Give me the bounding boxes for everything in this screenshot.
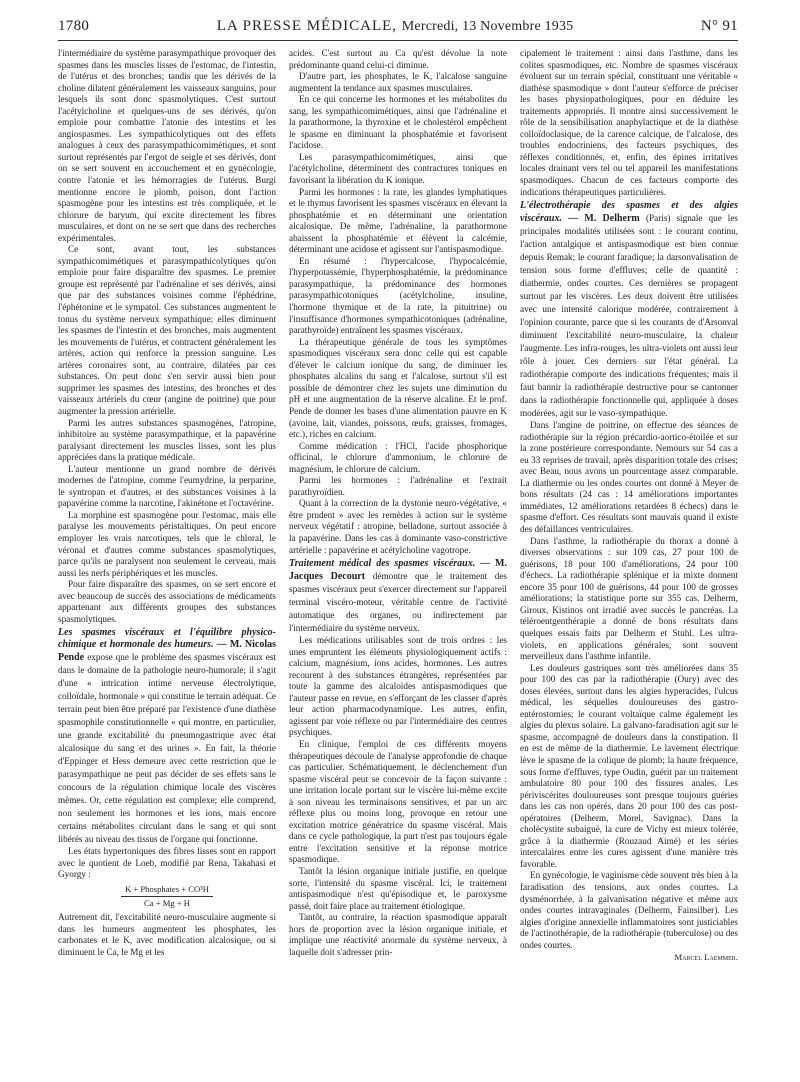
- paragraph: En clinique, l'emploi de ces différents moyens thérapeutiques découle de l'analyse approfondie de chaque cas particulier. Schématiquement, le déclenchement d'un spasme viscéral peut se concevoir de la façon suivante : une irritation locale portant sur le viscère lui-même excite à son niveau les terminaisons sensitives, et par un arc réflexe plus ou moins long, provoque en retour une excitation motrice génératrice du spasme viscéral. Mais dans ce cycle pathologique, la part n'est pas toujours égale entre l'excitation sensitive et la réponse motrice spasmodique.: [289, 738, 507, 865]
- section-heading: [520, 200, 738, 420]
- paragraph: Les douleurs gastriques sont très améliorées dans 35 pour 100 des cas par la radiothérapie (Oury) avec des doses élevées, surtout dans les algies hyperacides, l'ulcus médical, les séquelles douloureuses des gastro-entérostomies; le courant voltaïque calme également les algies du plexus solaire. La galvano-faradisation agit sur le spasme, accompagné de douleurs dans la constipation. Il en est de même de la diathermie. Le lavement électrique lève le spasme de la colique de plomb; la haute fréquence, sous forme d'effluves, type Oudin, guérit par un traitement ambulatoire 80 pour 100 des fissures anales. Les périviscérites douloureuses sont presque toujours guéries dans les cas non opérés, dans 20 pour 100 des cas post-opératoires (Delherm, Morel, Savignac). Dans la cholécystite subaiguë, la cure de Vichy est mieux tolérée, grâce à la diathermie (Rouzaud Aimé) et les séries intercalaires entre les cures agissent d'une manière très favorable.: [520, 662, 738, 869]
- section-title: L'électrothérapie des spasmes et des algies viscéraux.: [520, 200, 738, 225]
- paragraph: Tantôt, au contraire, la réaction spasmodique apparaît hors de proportion avec la lésion organique initiale, et implique une réactivité anormale du système nerveux, à laquelle doit s'adresser prin-: [289, 912, 507, 957]
- loeb-quotient-formula: [58, 884, 276, 909]
- section-author: — M. Delherm: [568, 213, 640, 225]
- paragraph: Dans l'asthme, la radiothérapie du thorax a donné à diverses observations : sur 109 cas, 27 pour 100 de guérisons, 18 pour 100 d'améliorations, 24 pour 100 d'échecs. La radiothérapie splénique et la mixte donnent encore 35 pour 100 de guérisons, 44 pour 100 de grosses améliorations; la statistique porte sur 355 cas. Delherm, Giroux, Kistinos ont irradié avec succès le pancréas. La téléroentgenthérapie a donné de bons résultats dans quelques essais faits par Delherm et Stuhl. Les ultra-violets, en applications générales, sont souvent merveilleux dans l'asthme infantile.: [520, 535, 738, 662]
- section-title: Les spasmes viscéraux et l'équilibre physico-chimique et hormonale des humeurs.: [58, 627, 276, 651]
- paragraph: Parmi les hormones : la rate, les glandes lymphatiques et le thymus favorisent les spasmes viscéraux en élevant la phosphatémie et en déterminant une orientation alcalosique. De même, l'adrénaline, la parathormone abaissent la phosphatémie et élèvent la calcémie, déterminant une acidose et agissent sur l'antispasmodique.: [289, 186, 507, 255]
- author-signature: Marcel Laemmer.: [674, 952, 738, 963]
- paragraph: En gynécologie, le vaginisme cède souvent très bien à la faradisation des tensions, aux ondes courtes. La dysménorrhée, à la galvanisation négative et même aux ondes courtes intravaginales (Delherm, Fainsilber). Les algies d'origine annexielle inflammatoires sont justiciables de l'actinothérapie, de la radiothérapie (tuberculose) ou des ondes courtes.: [520, 870, 738, 950]
- section-author: — M. Nicolas Pende: [58, 639, 276, 664]
- paragraph: En résumé : l'hypercalcose, l'hypocalcémie, l'hyperpotassémie, l'hyperphosphatémie, la prédominance parasympathique, la prédominance des hormones parasympathicotoniques (acétylcholine, insuline, l'hormone thymique et de la rate, la pituitrine) ou l'insuffisance d'hormones sympathicotoniques (adrénaline, parathyroïde) entraînent les spasmes viscéraux.: [289, 255, 507, 336]
- header-rule: [58, 40, 738, 41]
- page-header: [58, 18, 738, 38]
- paragraph: Autrement dit, l'excitabilité neuro-musculaire augmente si dans les humeurs augmentent les phosphates, les carbonates et le K, avec modification alcalosique, ou si diminuent le Ca, le Mg et les: [58, 911, 276, 957]
- section-heading: [289, 558, 507, 635]
- paragraph: Parmi les autres substances spasmogènes, l'atropine, inhibitoire au système parasympathique, et la papavérine paralysant directement les muscles lisses, sont les plus appréciées dans la pratique médicale.: [58, 417, 276, 463]
- paragraph: Les médications utilisables sont de trois ordres : les unes empruntent les éléments physiologiquement actifs : calcium, magnésium, ions acides, hormones. Les autres recourent à des substances étrangères, représentées par toute la gamme des alcaloïdes antispasmodiques que l'auteur passe en revue, en s'efforçant de les classer d'après leur action pharmacodynamique. Les autres, enfin, agissent par voie réflexe ou par l'intermédiaire des centres psychiques.: [289, 635, 507, 738]
- paragraph: Tantôt la lésion organique initiale justifie, en quelque sorte, l'intensité du spasme viscéral. Ici, le traitement antispasmodique n'est qu'épisodique et, le paroxysme passé, doit faire place au traitement étiologique.: [289, 866, 507, 911]
- paragraph: Ce sont, avant tout, les substances sympathicomimétiques et parasympathicolytiques qu'on emploie pour faire disparaître des spasmes. Le premier groupe est représenté par l'adrénaline et ses dérivés, ainsi que par des substances voisines comme l'éphédrine, l'éphétonine et le sympatol. Ces substances augmentent le tonus du système nerveux sympathique; elles diminuent les spasmes de l'intestin et des bronches, mais augmentent les mouvements de l'utérus, et contractent généralement les artères, action qui renforce la pression sanguine. Les artères coronaires sont, au contraire, dilatées par ces substances. On peut donc s'en servir aussi bien pour supprimer les spasmes des intestins, des bronches et des vaisseaux artériels du cœur (angine de poitrine) que pour augmenter la pression artérielle.: [58, 244, 276, 416]
- paragraph: Quant à la correction de la dystonie neuro-végétative, « être prudent » avec les remèdes à action sur le système nerveux végétatif : atropine, belladone, surtout associée à la papavérine. Dans les cas à dominante vaso-constrictive artérielle : papavérine et acétylcholine vagotrope.: [289, 498, 507, 555]
- page-number: 1780: [58, 18, 90, 34]
- paragraph: D'autre part, les phosphates, le K, l'alcalose sanguine augmentent la tendance aux spasmes musculaires.: [289, 71, 507, 93]
- formula-denominator: Ca + Mg + H: [144, 897, 190, 908]
- section-heading: [58, 627, 276, 846]
- article-columns: [58, 48, 738, 1072]
- column-1: [58, 48, 276, 1072]
- paragraph: En ce qui concerne les hormones et les métabolites du sang, les sympathicomimétiques, ainsi que l'adrénaline et la parathormone, la thyroxine et le cholestérol empêchent le spasme en diminuant la phosphatémie et favorisent l'acidose.: [289, 94, 507, 151]
- paragraph: Pour faire disparaître des spasmes, on se sert encore et avec beaucoup de succès des associations de médicaments appartenant aux différents groupes des substances spasmolytiques.: [58, 579, 276, 624]
- paragraph: (Paris) signale que les principales modalités utilisées sont : le courant continu, l'action antalgique et antispasmodique est bien connue depuis Remak; le courant faradique; la darsonvalisation de tension sous forme d'effluves; celle de quantité : diathermie, ondes courtes. Ces dernières se propagent surtout par les viscères. Les deux doivent être utilisées avec une intensité calorique modérée, contrairement à l'opinion courante, parce que si les courants de d'Arsonval diminuent l'excitabilité neuro-musculaire, la chaleur l'augmente. Les infra-rouges, les ultra-violets ont aussi leur rôle à jouer. Ces derniers sur l'état général. La radiothérapie comporte des indications fréquentes; mais il faut bannir la radiothérapie destructive pour se cantonner dans la radiothérapie fonctionnelle qui, appliquée à doses modérées, agit sur le vaso-sympathique.: [520, 213, 738, 419]
- section-title: Traitement médical des spasmes viscéraux.: [289, 558, 476, 570]
- paragraph: La thérapeutique générale de tous les symptômes spasmodiques viscéraux sera donc celle qui est capable d'élever le calcium ionique du sang, de diminuer les phosphates alcalins du sang et l'alcalose, surtout s'il est possible de démontrer chez les sujets une diminution du pH et une augmentation de la réserve alcaline. Et le prof. Pende de donner les bases d'une alimentation pauvre en K (avoine, lait, viandes, poissons, œufs, graisses, fromages, etc.), riches en calcium.: [289, 336, 507, 440]
- column-3: [520, 48, 738, 1072]
- formula-numerator: K + Phosphates + CO³H: [121, 884, 213, 897]
- paragraph: L'auteur mentionne un grand nombre de dérivés modernes de l'atropine, comme l'eumydrine, la perparine, le syntropan et d'autres, et des substances voisines à la papavérine comme la narcotine, l'akinétone et l'octavérine.: [58, 463, 276, 509]
- column-2: [289, 48, 507, 1072]
- paragraph: cipalement le traitement : ainsi dans l'asthme, dans les colites spasmodiques, etc. Nombre de spasmes viscéraux évoluent sur un terrain spécial, constituant une véritable « diathèse spasmodique » dont l'auteur s'efforce de préciser les bases physiopathologiques, pour en déduire les traitements appropriés. Il montre ainsi successivement le rôle de la sensibilisation anaphylactique et de la diathèse colloïdoclasique, de la carence calcique, de l'alcalose, des troubles endocriniens, des facteurs psychiques, des réflexes conditionnés, et, enfin, des épines irritatives locales drainant vers tel ou tel appareil les manifestations spasmodiques. Chacun de ces facteurs comporte des indications thérapeutiques particulières.: [520, 48, 738, 197]
- paragraph: Comme médication : l'HCl, l'acide phosphorique officinal, le chlorure d'ammonium, le chlorure de magnésium, le chlorure de calcium.: [289, 440, 507, 474]
- paragraph: l'intermédiaire du système parasympathique provoquer des spasmes dans les muscles lisses de l'estomac, de l'intestin, de l'utérus et des bronches; tandis que les dérivés de la choline dilatent généralement les vaisseaux sanguins, pour lesquels ils sont donc spasmolytiques. C'est surtout l'acétylcholine et quelques-uns de ses dérivés, qu'on emploie pour combattre l'atonie des intestins et les angiospasmes. Les sympathicolytiques ont des effets analogues à ceux des parasympathicomimétiques, et sont surtout représentés par l'ergot de seigle et ses dérivés, dont on se sert souvent en accouchement et en gynécologie, contre l'atonie et les hémorragies de l'utérus. Burgi mentionne encore le plomb, poison, dont l'action spasmogène pour les intestins est très compliquée, et le chlorure de baryum, qui excite directement les fibres musculaires, et dont on ne se sert que dans des recherches expérimentales.: [58, 48, 276, 243]
- paragraph: Les états hypertoniques des fibres lisses sont en rapport avec le quotient de Loeb, modifié par Rena, Takahasi et Gyorgy :: [58, 846, 276, 880]
- section-author: — M. Jacques Decourt: [289, 558, 507, 583]
- issue-date: Mercredi, 13 Novembre 1935: [401, 19, 574, 34]
- paragraph: acides. C'est surtout au Ca qu'est dévolue la note prédominante quand celui-ci diminue.: [289, 48, 507, 70]
- paragraph: Dans l'angine de poitrine, on effectue des séances de radiothérapie sur la région précardio-aortico-étoilée et sur la zone postérieure correspondante. Nemours sur 54 cas a eu 33 reprises de travail, après disparition totale des crises; avec Beau, nous avons un pourcentage assez comparable. La diathermie ou les ondes courtes ont donné à Meyer de bons résultats (24 cas : 14 améliorations importantes immédiates, 12 améliorations retardées 8 échecs) dans le spasme d'effort. Ces résultats sont mauvais quand il existe des défaillances ventriculaires.: [520, 420, 738, 535]
- journal-name: LA PRESSE MÉDICALE,: [216, 18, 398, 34]
- paragraph: La morphine est spasmogène pour l'estomac, mais elle paralyse les mouvements péristaltiques. On peut encore employer les vrais narcotiques, tels que le chloral, le véronal et d'autres comme substances spasmolytiques, parce qu'ils ne paralysent non seulement le cerveau, mais aussi les nerfs périphériques et les muscles.: [58, 509, 276, 578]
- paragraph: Les parasympathicomimétiques, ainsi que l'acétylcholine, déterminent des contractures toniques en favorisant la libération du K ionique.: [289, 151, 507, 186]
- paragraph: expose que le problème des spasmes viscéraux est dans le domaine de la pathologie neuro-humorale; il s'agit d'une « intrication intime nerveuse électrolytique, colloïdale, hormonale » qui constitue le terrain adéquat. Ce terrain peut bien être préparé par l'existence d'une diathèse spasmophile constitutionnelle « qui montre, en particulier, une grande excitabilité du pneumogastrique avec état alcalosique du sang et des urines ». En fait, la théorie d'Eppinger et Hess demeure avec cette restriction que le parasympathique ne peut pas décider de ses effets sans le concours de la régulation chimique locale des viscères mêmes. Or, cette régulation est complexe; elle comprend, non seulement les hormones et les ions, mais encore certains métabolites circulant dans le sang et qui sont libérés au niveau des tissus de l'organe qui fonctionne.: [58, 652, 276, 845]
- paragraph: démontre que le traitement des spasmes viscéraux peut s'exercer directement sur l'appareil terminal viscéro-moteur, véritable centre de l'activité automatique des organes, ou indirectement par l'intermédiaire du système nerveux.: [289, 571, 507, 634]
- paragraph: Parmi les hormones : l'adrénaline et l'extrait parathyroïdien.: [289, 475, 507, 497]
- issue-number: N° 91: [700, 18, 738, 34]
- journal-title: [217, 18, 574, 35]
